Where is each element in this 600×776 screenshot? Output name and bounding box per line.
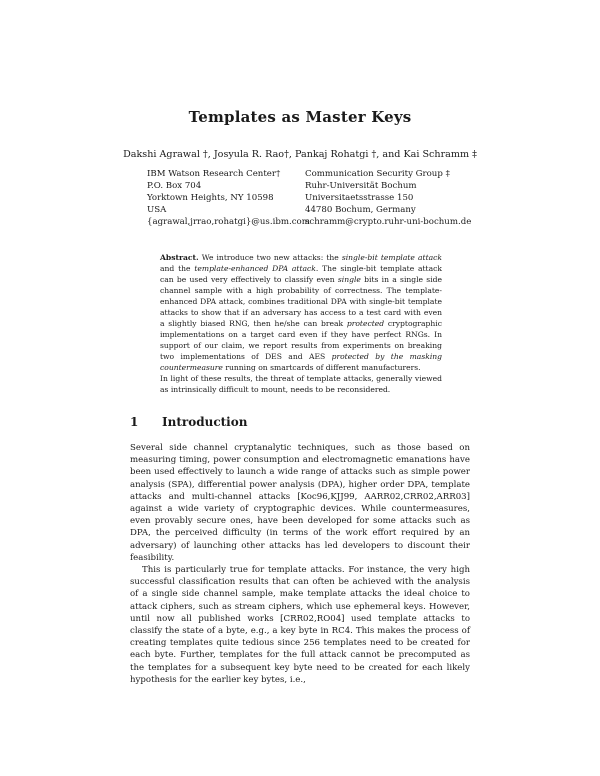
affiliation-address-line: Universitaetsstrasse 150 [305, 193, 414, 203]
abstract [160, 252, 442, 395]
affiliation-address-line: USA [147, 205, 167, 215]
section-title: Introduction [162, 415, 248, 429]
affiliation-address-line: Yorktown Heights, NY 10598 [147, 193, 274, 203]
abstract-text: We introduce two new attacks: the [198, 253, 342, 262]
affiliation-ibm [147, 168, 310, 228]
abstract-text: running on smartcards of different manufacturers. [222, 363, 421, 372]
abstract-paragraph: In light of these results, the threat of template attacks, generally viewed as intrinsically difficult to mount, needs to be reconsidered. [160, 374, 442, 394]
affiliation-bochum [305, 168, 471, 228]
abstract-emphasis: protected by the masking countermeasure [160, 352, 442, 372]
abstract-emphasis: template-enhanced DPA attack [194, 264, 316, 273]
body-paragraph: Several side channel cryptanalytic techniques, such as those based on measuring timing, power consumption and electromagnetic emanations have been used effectively to launch a wide range of attacks such as simple power analysis (SPA), differential power analysis (DPA), higher order DPA, template attacks and multi-channel attacks [Koc96,KJJ99, AARR02,CRR02,ARR03] against a wide variety of cryptographic devices. While countermeasures, even provably secure ones, have been developed for some attacks such as DPA, the perceived difficulty (in terms of the work effort required by an adversary) of launching other attacks has led developers to discount their feasibility. [130, 443, 470, 563]
affiliation-email: schramm@crypto.ruhr-uni-bochum.de [305, 217, 472, 227]
author-list: Dakshi Agrawal †, Josyula R. Rao†, Pankaj Rohatgi †, and Kai Schramm ‡ [123, 149, 477, 160]
body-paragraph: This is particularly true for template attacks. For instance, the very high successful classification results that can often be achieved with the analysis of a single side channel sample, make template attacks the ideal choice to attack ciphers, such as stream ciphers, which use ephemeral keys. However, until now all published works [CRR02,RO04] used template attacks to classify the state of a byte, e.g., a key byte in RC4. This makes the process of creating templates quite tedious since 256 templates need to be created for each byte. Further, templates for the full attack cannot be precomputed as the templates for a subsequent key byte need to be created for each likely hypothesis for the earlier key bytes, i.e., [130, 565, 470, 685]
affiliation-address-line: Ruhr-Universität Bochum [305, 181, 417, 191]
section-number: 1 [130, 415, 139, 429]
paper-title: Templates as Master Keys [188, 108, 412, 126]
affiliation-address-line: P.O. Box 704 [147, 181, 202, 191]
abstract-emphasis: single-bit template attack [341, 253, 443, 262]
abstract-text: bits in a single side channel sample with a high probability of correctness. The template-enhanced DPA attack, combines traditional DPA with single-bit template attacks to show that if an adversary has access to a test card with even a slightly biased RNG, then he/she can break [160, 275, 442, 328]
abstract-emphasis: single [337, 275, 361, 284]
section-heading [130, 415, 247, 429]
affiliation-org: Communication Security Group ‡ [305, 169, 450, 179]
abstract-text: cryptographic implementations on a target card even if they have perfect RNGs. In support of our claim, we report results from experiments on breaking two implementations of DES and AES [160, 319, 442, 361]
abstract-paragraph [160, 252, 442, 373]
abstract-text: and the [160, 264, 195, 273]
introduction-body [130, 442, 470, 686]
affiliation-email: {agrawal,jrrao,rohatgi}@us.ibm.com [147, 217, 310, 227]
abstract-text: . The single-bit template attack can be used very effectively to classify even [160, 264, 442, 284]
abstract-label: Abstract. [160, 253, 199, 262]
abstract-emphasis: protected [346, 319, 385, 328]
affiliation-org: IBM Watson Research Center† [147, 169, 281, 179]
affiliation-address-line: 44780 Bochum, Germany [305, 205, 416, 215]
